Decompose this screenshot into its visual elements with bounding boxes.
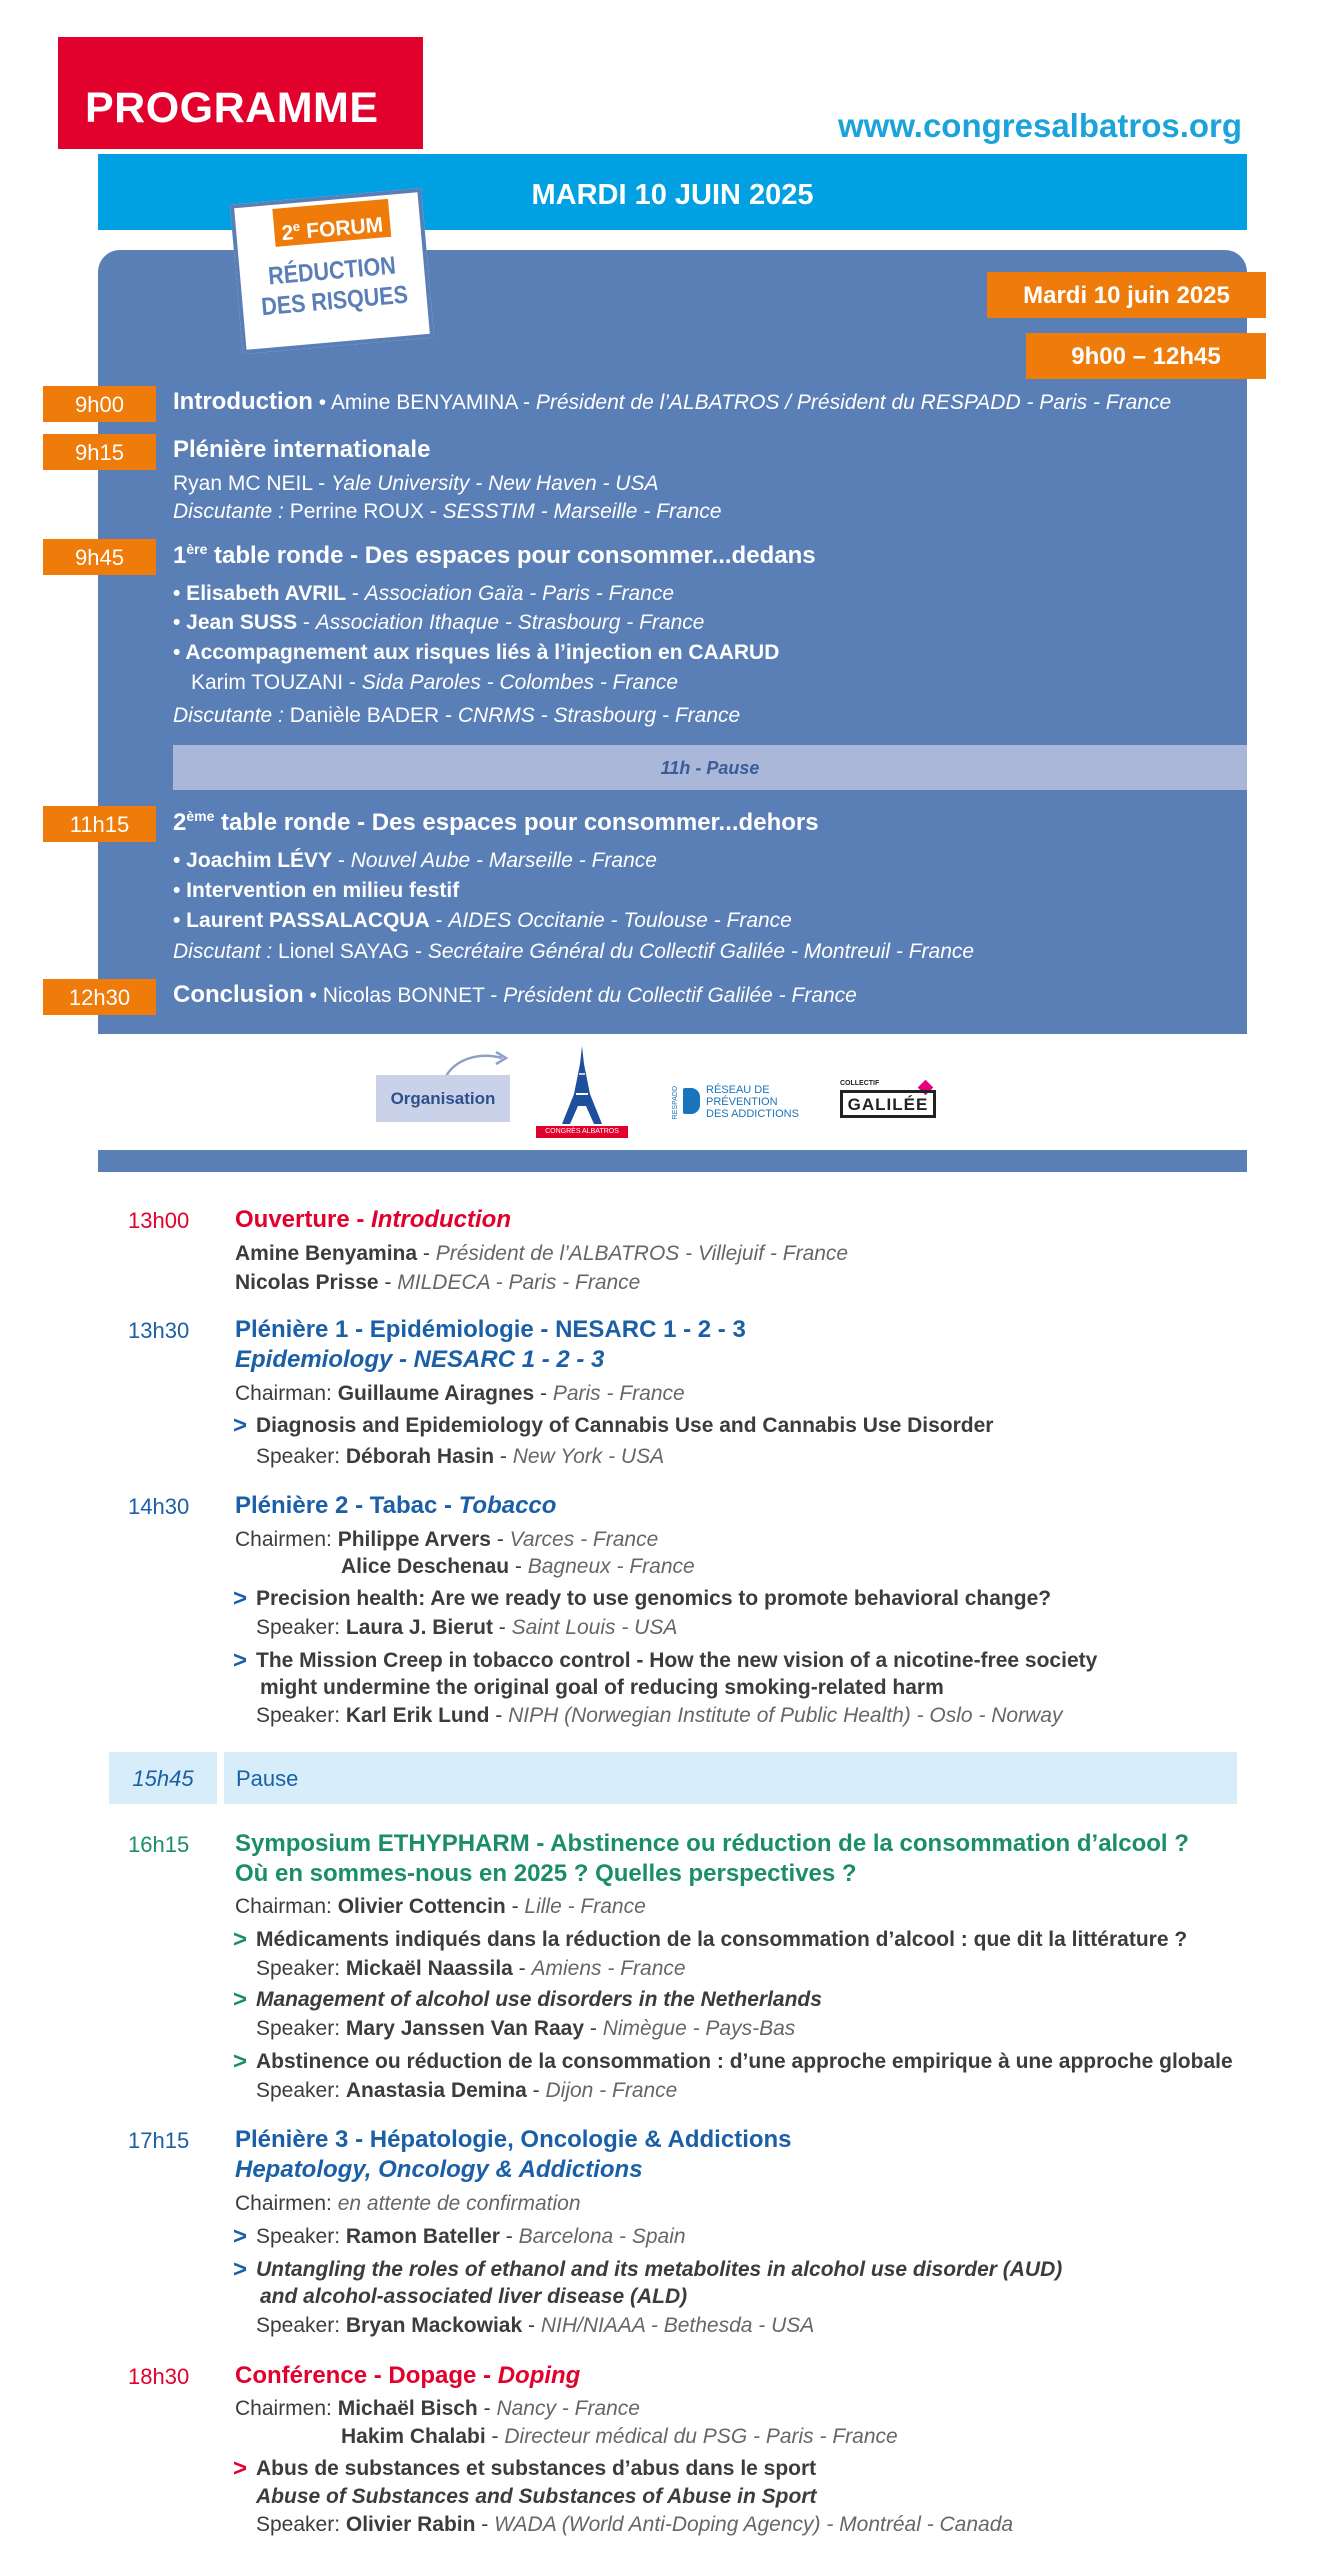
- chevron-right-icon: >: [233, 2256, 248, 2283]
- speaker-line: Speaker: Bryan Mackowiak - NIH/NIAAA - Bethesda - USA: [256, 2314, 815, 2337]
- organisation-label: Organisation: [376, 1075, 510, 1122]
- session-title: Où en sommes-nous en 2025 ? Quelles perspectives ?: [235, 1860, 857, 1887]
- discussant-line: Discutante : Perrine ROUX - SESSTIM - Marseille - France: [173, 500, 722, 523]
- talk-title: Precision health: Are we ready to use genomics to promote behavioral change?: [256, 1587, 1052, 1610]
- pause-band: 11h - Pause: [173, 745, 1247, 790]
- programme-banner: [58, 37, 423, 149]
- speaker-line: Speaker: Karl Erik Lund - NIPH (Norwegian Institute of Public Health) - Oslo - Norway: [256, 1704, 1063, 1727]
- speaker-line: Nicolas Prisse - MILDECA - Paris - France: [235, 1271, 641, 1294]
- pause-band: Pause: [224, 1752, 1237, 1804]
- session-time: 12h30: [43, 979, 156, 1015]
- speaker-line: Speaker: Anastasia Demina - Dijon - France: [256, 2079, 678, 2102]
- chevron-right-icon: >: [233, 1585, 248, 1612]
- speaker-line: • Elisabeth AVRIL - Association Gaïa - Paris - France: [173, 582, 674, 605]
- session-time: 14h30: [128, 1494, 190, 1519]
- speaker-line: Speaker: Laura J. Bierut - Saint Louis - USA: [256, 1616, 678, 1639]
- session-time: 11h15: [43, 806, 156, 842]
- session-title: Symposium ETHYPHARM - Abstinence ou réduction de la consommation d’alcool ?: [235, 1830, 1189, 1857]
- speaker-line: • Joachim LÉVY - Nouvel Aube - Marseille - France: [173, 849, 657, 872]
- website-link[interactable]: www.congresalbatros.org: [838, 107, 1243, 144]
- discussant-line: Discutant : Lionel SAYAG - Secrétaire Général du Collectif Galilée - Montreuil - France: [173, 940, 975, 963]
- speaker-line: Speaker: Déborah Hasin - New York - USA: [256, 1445, 665, 1468]
- session-time: 9h00: [43, 386, 156, 422]
- respadd-mark-icon: [683, 1088, 700, 1114]
- chair-line: Alice Deschenau - Bagneux - France: [341, 1555, 695, 1578]
- speaker-line: • Jean SUSS - Association Ithaque - Strasbourg - France: [173, 611, 705, 634]
- speaker-line: Ryan MC NEIL - Yale University - New Haven - USA: [173, 472, 659, 495]
- session-title: Plénière internationale: [173, 436, 431, 463]
- forum-date-badge: Mardi 10 juin 2025: [987, 272, 1266, 318]
- talk-title: Diagnosis and Epidemiology of Cannabis Use and Cannabis Use Disorder: [256, 1414, 994, 1437]
- speaker-line: Karim TOUZANI - Sida Paroles - Colombes - France: [191, 671, 679, 694]
- chevron-right-icon: >: [233, 1412, 248, 1439]
- talk-title: Untangling the roles of ethanol and its metabolites in alcohol use disorder (AUD): [256, 2258, 1063, 2281]
- session-title-en: Epidemiology - NESARC 1 - 2 - 3: [235, 1346, 605, 1373]
- discussant-line: Discutante : Danièle BADER - CNRMS - Strasbourg - France: [173, 704, 741, 727]
- forum-logo-tag: 2e FORUM: [272, 199, 391, 247]
- talk-title: • Accompagnement aux risques liés à l’injection en CAARUD: [173, 641, 780, 664]
- chair-line: Hakim Chalabi - Directeur médical du PSG - Paris - France: [341, 2425, 898, 2448]
- chair-line: Chairman: Guillaume Airagnes - Paris - France: [235, 1382, 685, 1405]
- chair-line: Chairmen: Michaël Bisch - Nancy - France: [235, 2397, 640, 2420]
- chevron-right-icon: >: [233, 1926, 248, 1953]
- chevron-right-icon: >: [233, 2455, 248, 2482]
- speaker-line: Speaker: Ramon Bateller - Barcelona - Spain: [256, 2225, 686, 2248]
- session-title: Ouverture - Introduction: [235, 1206, 511, 1233]
- session-title-en: Hepatology, Oncology & Addictions: [235, 2156, 643, 2183]
- chair-line: Chairmen: Philippe Arvers - Varces - France: [235, 1528, 659, 1551]
- talk-title: and alcohol-associated liver disease (ALD): [260, 2285, 688, 2308]
- session-time: 9h15: [43, 434, 156, 470]
- session-title: Conférence - Dopage - Doping: [235, 2362, 581, 2389]
- session-conclusion: Conclusion • Nicolas BONNET - Président du Collectif Galilée - France: [173, 981, 857, 1008]
- forum-logo-title: RÉDUCTION DES RISQUES: [260, 251, 410, 322]
- speaker-line: Speaker: Mickaël Naassila - Amiens - France: [256, 1957, 686, 1980]
- respadd-logo: RESPADD RÉSEAU DE PRÉVENTION DES ADDICTIONS: [672, 1084, 799, 1120]
- session-time: 13h30: [128, 1318, 190, 1343]
- chevron-right-icon: >: [233, 2048, 248, 2075]
- talk-title: Médicaments indiqués dans la réduction de la consommation d’alcool : que dit la littérature ?: [256, 1928, 1188, 1951]
- session-time: 17h15: [128, 2128, 190, 2153]
- session-title: Plénière 3 - Hépatologie, Oncologie & Addictions: [235, 2126, 792, 2153]
- programme-title: PROGRAMME: [85, 84, 379, 132]
- session-title: 1ère table ronde - Des espaces pour consommer...dedans: [173, 541, 816, 569]
- chevron-right-icon: >: [233, 2223, 248, 2250]
- pause-time: 15h45: [109, 1752, 217, 1804]
- session-title: 2ème table ronde - Des espaces pour consommer...dehors: [173, 808, 819, 836]
- talk-title: Management of alcohol use disorders in the Netherlands: [256, 1988, 822, 2011]
- session-title: Plénière 2 - Tabac - Tobacco: [235, 1492, 557, 1519]
- session-time: 16h15: [128, 1832, 190, 1857]
- day-heading: MARDI 10 JUIN 2025: [98, 154, 1247, 230]
- eiffel-tower-icon: [556, 1044, 608, 1126]
- speaker-line: • Laurent PASSALACQUA - AIDES Occitanie - Toulouse - France: [173, 909, 792, 932]
- talk-title: Abstinence ou réduction de la consommation : d’une approche empirique à une approche globale: [256, 2050, 1233, 2073]
- session-intro: Introduction • Amine BENYAMINA - Président de l’ALBATROS / Président du RESPADD - Paris - France: [173, 388, 1172, 415]
- speaker-line: Speaker: Mary Janssen Van Raay - Nimègue - Pays-Bas: [256, 2017, 796, 2040]
- talk-title: might undermine the original goal of reducing smoking-related harm: [260, 1676, 944, 1699]
- forum-logo: [230, 188, 434, 354]
- session-time: 9h45: [43, 539, 156, 575]
- talk-title: • Intervention en milieu festif: [173, 879, 460, 902]
- session-title: Plénière 1 - Epidémiologie - NESARC 1 - 2 - 3: [235, 1316, 746, 1343]
- chair-line: Chairmen: en attente de confirmation: [235, 2192, 581, 2215]
- speaker-line: Amine Benyamina - Président de l’ALBATROS - Villejuif - France: [235, 1242, 849, 1265]
- session-time: 13h00: [128, 1208, 190, 1233]
- talk-title-en: Abuse of Substances and Substances of Abuse in Sport: [256, 2485, 817, 2508]
- chevron-right-icon: >: [233, 1986, 248, 2013]
- speaker-line: Speaker: Olivier Rabin - WADA (World Anti-Doping Agency) - Montréal - Canada: [256, 2513, 1014, 2536]
- albatros-logo: CONGRÈS ALBATROS: [536, 1044, 628, 1140]
- talk-title: The Mission Creep in tobacco control - How the new vision of a nicotine-free society: [256, 1649, 1098, 1672]
- session-time: 18h30: [128, 2364, 190, 2389]
- forum-time-badge: 9h00 – 12h45: [1026, 333, 1266, 379]
- galilee-logo: COLLECTIF GALILÉE: [838, 1080, 940, 1122]
- chair-line: Chairman: Olivier Cottencin - Lille - France: [235, 1895, 646, 1918]
- talk-title: Abus de substances et substances d’abus dans le sport: [256, 2457, 817, 2480]
- chevron-right-icon: >: [233, 1647, 248, 1674]
